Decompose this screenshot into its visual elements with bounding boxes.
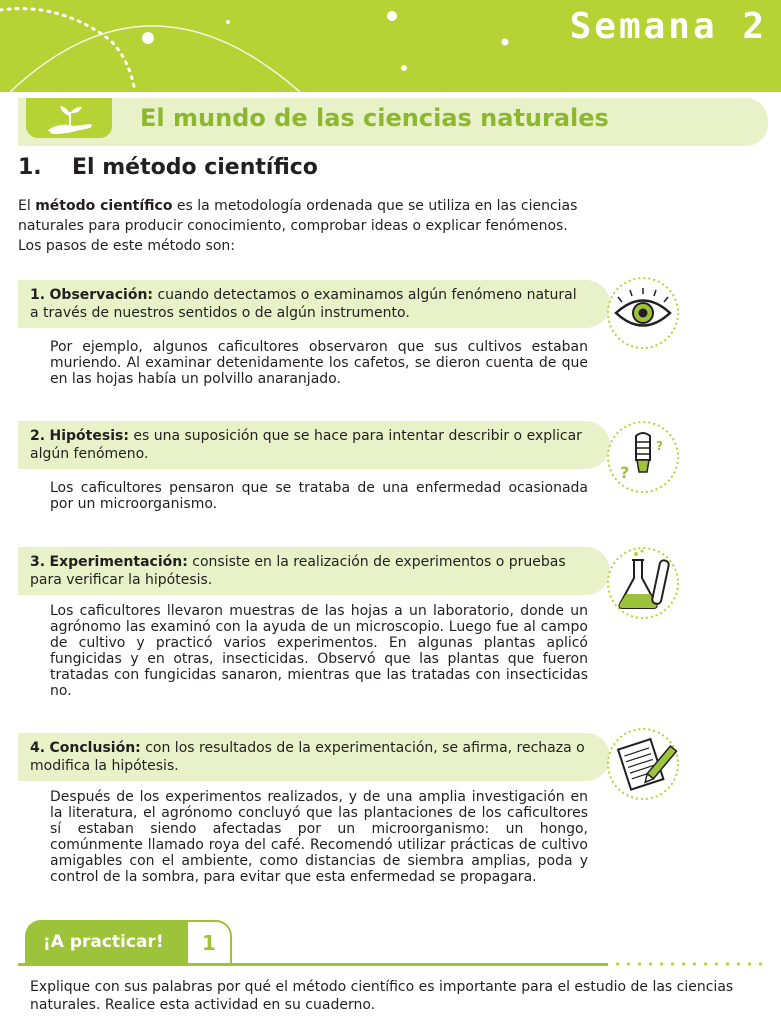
step-2-heading — [18, 421, 610, 469]
notepad-pencil-icon — [606, 727, 680, 801]
intro-paragraph — [18, 196, 590, 256]
practice-instruction: Explique con sus palabras por qué el método científico es importante para el estudio de las ciencias naturales. Realice esta actividad en su cuaderno. — [30, 979, 734, 1013]
banner-title: El mundo de las ciencias naturales — [140, 104, 609, 132]
step-2-definition: es una suposición que se hace para intentar describir o explicar algún fenómeno. — [30, 428, 582, 462]
step-1-example: Por ejemplo, algunos caficultores observaron que sus cultivos estaban muriendo. Al examinar detenidamente los cafetos, se dieron cuenta de que en las hojas había un polvillo anaranjado. — [50, 339, 588, 387]
step-2-icon-wrap — [606, 420, 680, 494]
step-1-definition: cuando detectamos o examinamos algún fenómeno natural a través de nuestros sentidos o de algún instrumento. — [30, 287, 577, 321]
practice-dotted-divider — [612, 962, 768, 966]
plant-in-hand-icon — [26, 98, 112, 138]
step-1-number: 1. — [30, 287, 46, 303]
svg-text:?: ? — [620, 463, 630, 482]
flask-test-tube-icon — [606, 546, 680, 620]
step-4-number: 4. — [30, 740, 46, 756]
step-3-example: Los caficultores llevaron muestras de las hojas a un laboratorio, donde un agrónomo las examinó con la ayuda de un microscopio. Luego fue al campo de cultivo y practicó varios experimentos. En algunas plantas aplicó fungicidas y en otras, insecticidas. Observó que las plantas que fueron tratadas con fungicidas sanaron, mientras que las tratadas con insecticidas no. — [50, 603, 588, 699]
step-4-example: Después de los experimentos realizados, y de una amplia investigación en la literatura, el agrónomo concluyó que las plantaciones de los caficultores sí estaban siendo afectadas por un microorganismo: un hongo, comúnmente llamado roya del café. Recomendó utilizar prácticas de cultivo amigables con el ambiente, como distancias de siembra amplias, poda y control de la sombra, para evitar que esta enfermedad se propagara. — [50, 789, 588, 885]
intro-rest: es la metodología ordenada que se utiliza en las ciencias naturales para producir conocimiento, comprobar ideas o explicar fenómenos. Los pasos de este método son: — [18, 198, 578, 254]
step-4-definition: con los resultados de la experimentación, se afirma, rechaza o modifica la hipótesis. — [30, 740, 585, 774]
step-2-name: Hipótesis: — [49, 428, 129, 444]
step-1-name: Observación: — [49, 287, 154, 303]
step-3-definition: consiste en la realización de experimentos o pruebas para verificar la hipótesis. — [30, 554, 566, 588]
section-title — [18, 155, 318, 180]
step-4-heading — [18, 733, 610, 781]
practice-divider — [18, 963, 608, 966]
step-2-example: Los caficultores pensaron que se trataba de una enfermedad ocasionada por un microorganismo. — [50, 480, 588, 512]
week-label: Semana 2 — [569, 6, 767, 47]
svg-text:?: ? — [656, 439, 663, 453]
intro-prefix: El — [18, 198, 36, 214]
step-1-icon-wrap — [606, 276, 680, 350]
intro-term: método científico — [35, 198, 173, 214]
banner-icon-box — [26, 98, 112, 138]
step-3-name: Experimentación: — [49, 554, 188, 570]
header-bar — [0, 0, 781, 92]
step-4-icon-wrap — [606, 727, 680, 801]
section-number: 1. — [18, 155, 42, 180]
step-3-heading — [18, 547, 610, 595]
practice-tab: ¡A practicar! — [25, 920, 191, 964]
step-4-name: Conclusión: — [49, 740, 141, 756]
step-3-number: 3. — [30, 554, 46, 570]
section-title-text: El método científico — [72, 155, 318, 180]
step-2-number: 2. — [30, 428, 46, 444]
lightbulb-question-icon — [606, 420, 680, 494]
practice-number: 1 — [186, 920, 232, 964]
step-3-icon-wrap — [606, 546, 680, 620]
step-1-heading — [18, 280, 610, 328]
eye-icon — [606, 276, 680, 350]
